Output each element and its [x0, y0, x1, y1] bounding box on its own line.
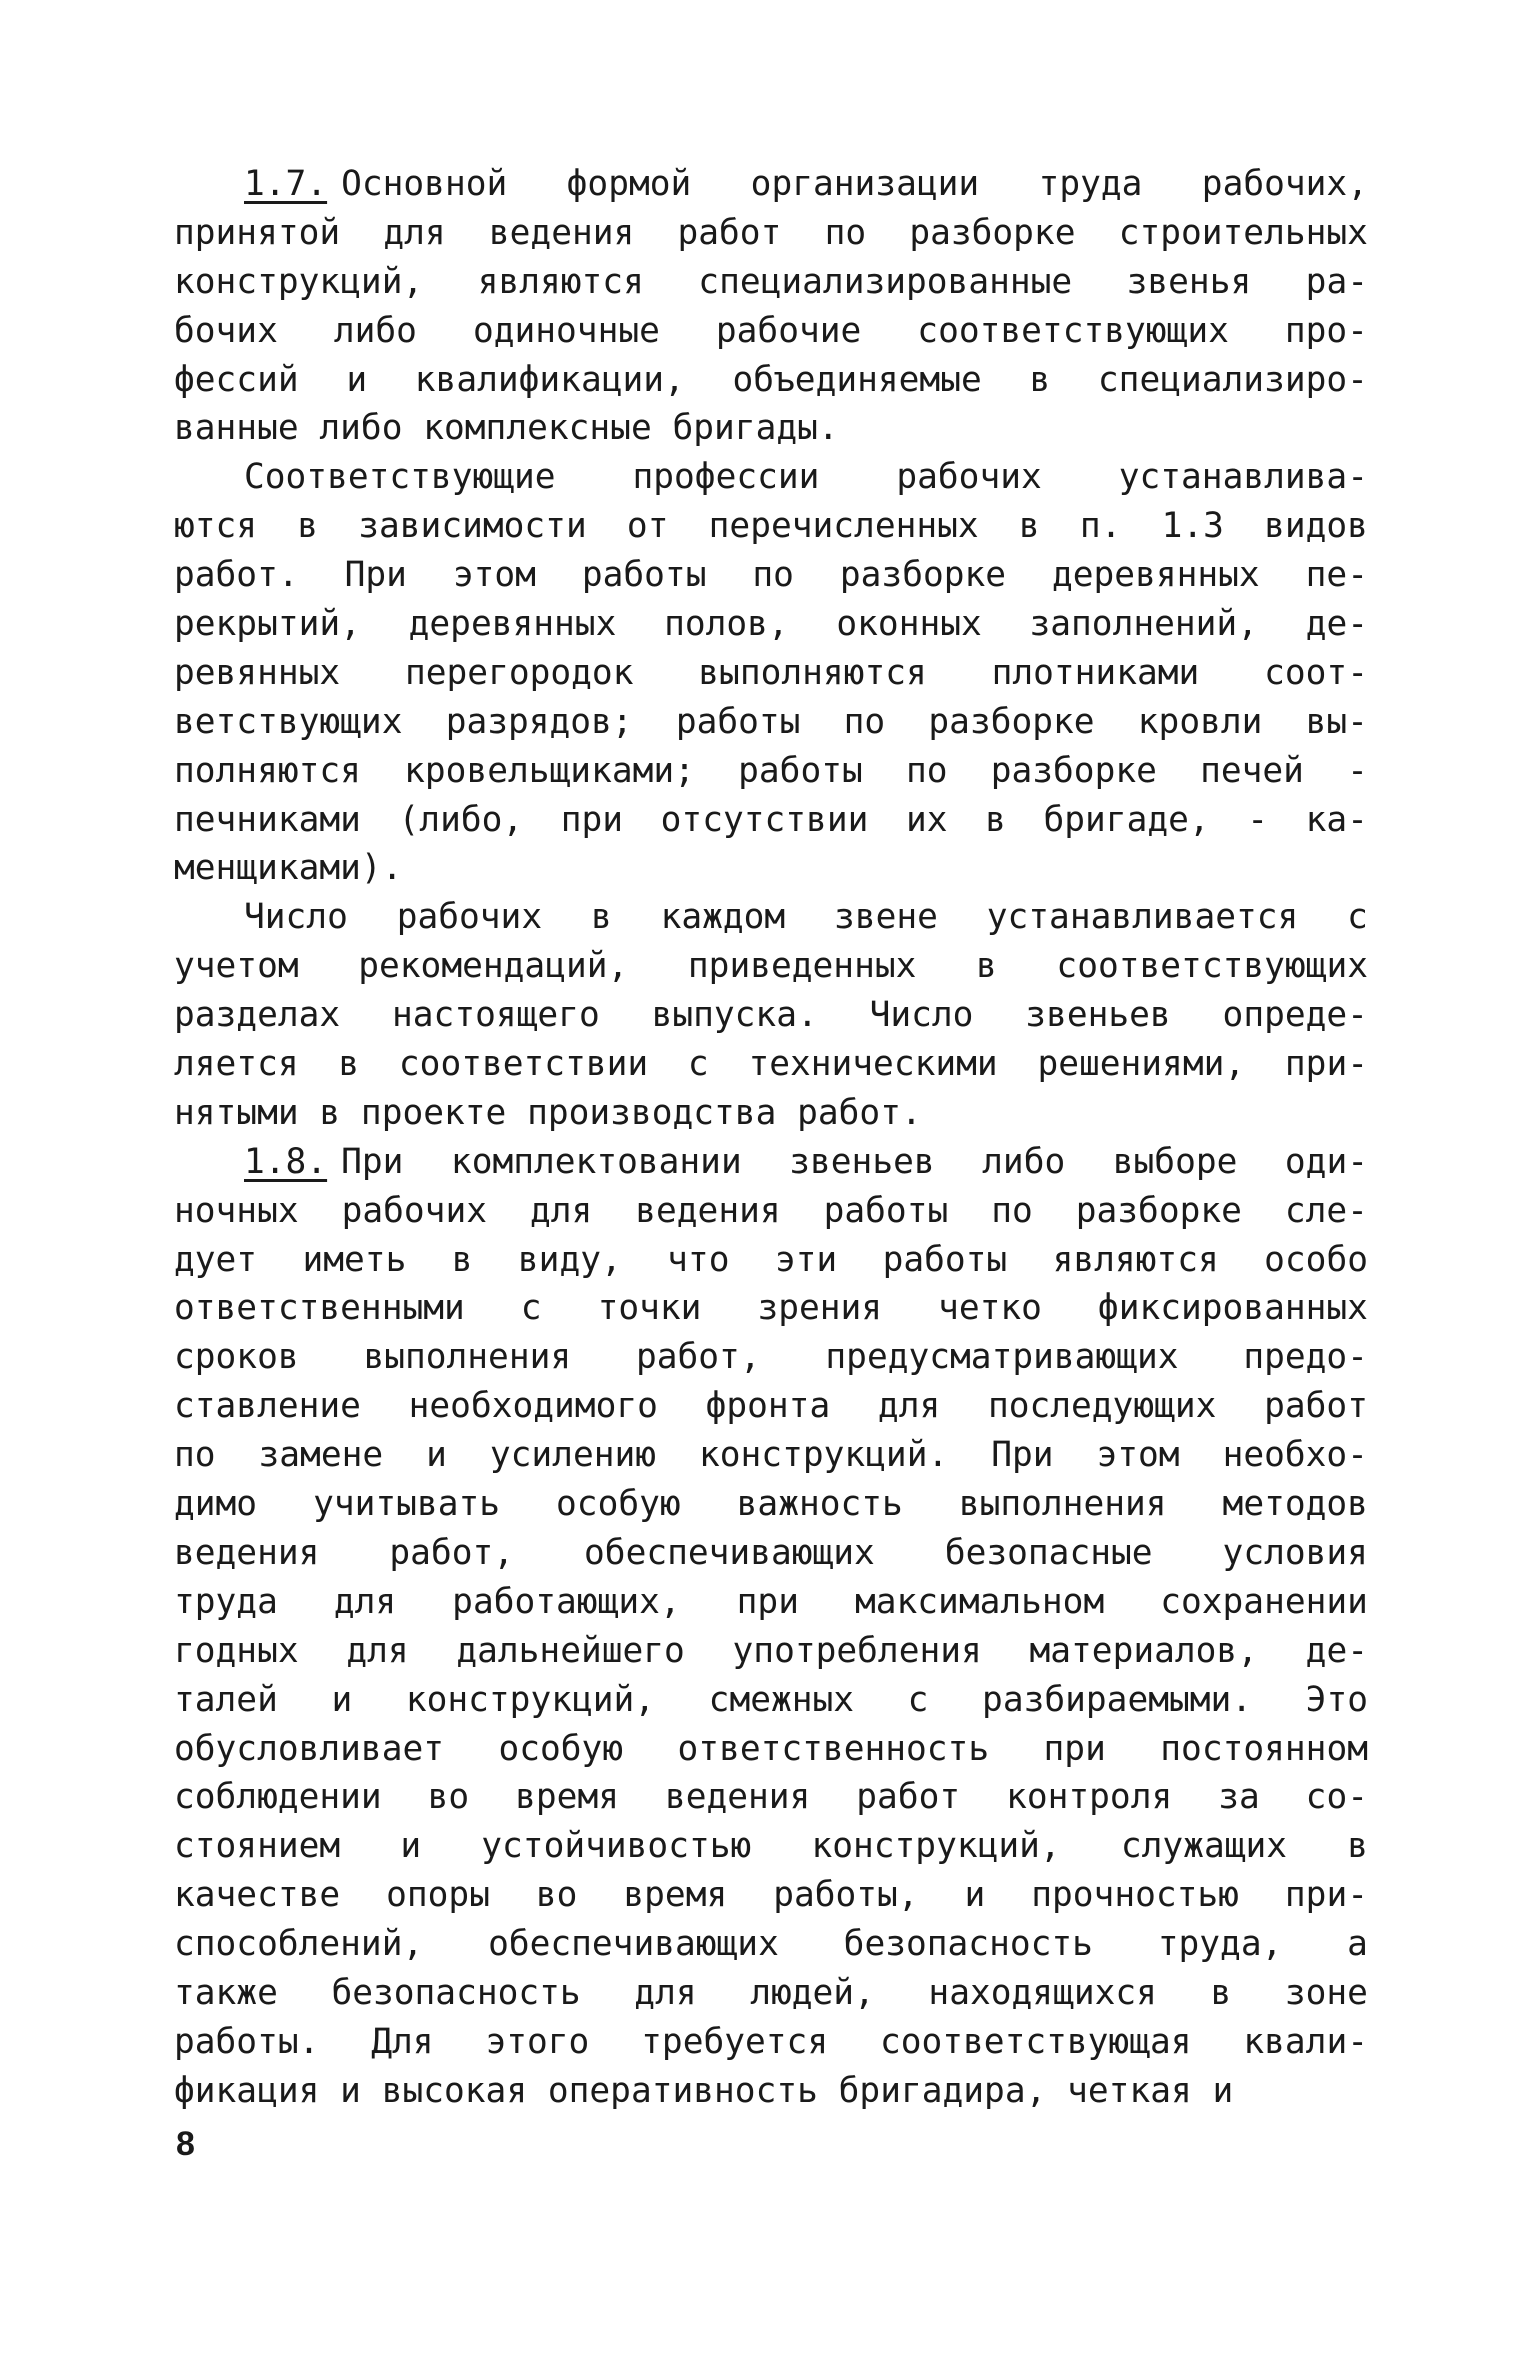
- text-line: [174, 2067, 1368, 2116]
- line-text: Основной формой организации труда рабочих,: [341, 164, 1368, 204]
- word: для: [634, 1972, 697, 2013]
- word: де-: [1305, 1630, 1368, 1671]
- word: работ,: [635, 1337, 761, 1378]
- word: фиксированных: [1097, 1288, 1368, 1329]
- text-line: [174, 649, 1368, 698]
- word: отсутствии: [660, 799, 869, 840]
- word: При: [344, 555, 407, 596]
- word: работы,: [773, 1875, 919, 1916]
- text-line: [174, 600, 1368, 649]
- text-line: [174, 1431, 1368, 1480]
- word: в: [338, 1044, 360, 1085]
- word: стоянием: [174, 1826, 341, 1867]
- word: заполнений,: [1029, 604, 1258, 645]
- word: полов,: [664, 604, 789, 645]
- word: -: [1347, 750, 1368, 791]
- word: работы: [882, 1239, 1008, 1280]
- word: при-: [1284, 1875, 1368, 1916]
- word: необхо-: [1222, 1435, 1368, 1476]
- word: ются: [174, 506, 258, 547]
- word: материалов,: [1029, 1630, 1258, 1671]
- word: профессии: [632, 457, 820, 498]
- word: безопасность: [331, 1972, 581, 2013]
- word: условия: [1222, 1532, 1368, 1573]
- word: полняются: [174, 750, 361, 791]
- word: разборке: [928, 701, 1095, 742]
- word: а: [1347, 1924, 1368, 1965]
- word: во: [535, 1875, 578, 1916]
- word: за: [1218, 1777, 1260, 1818]
- text-line: [174, 1040, 1368, 1089]
- word: по: [843, 701, 886, 742]
- text-line: [174, 1871, 1368, 1920]
- word: опреде-: [1222, 995, 1368, 1036]
- word: фессий: [174, 359, 299, 400]
- word: в: [1018, 506, 1040, 547]
- word: Это: [1305, 1679, 1368, 1720]
- word: при-: [1284, 1044, 1368, 1085]
- word: усилению: [489, 1435, 657, 1476]
- word: особую: [498, 1728, 624, 1769]
- word: разделах: [174, 995, 341, 1036]
- word: бригаде,: [1043, 799, 1210, 840]
- word: рабочих: [341, 1190, 487, 1231]
- word: перегородок: [404, 652, 634, 693]
- text-line: [174, 502, 1368, 551]
- word: деревянных: [1052, 555, 1260, 596]
- word: находящихся: [928, 1972, 1157, 2013]
- word: звеньев: [1025, 995, 1171, 1036]
- word: в: [451, 1239, 473, 1280]
- word: работ: [1264, 1386, 1368, 1427]
- text-line: [174, 453, 1368, 502]
- word: для: [383, 212, 446, 253]
- paragraph-p-1-7: [174, 160, 1368, 453]
- word: работы.: [174, 2021, 320, 2062]
- word: работ: [856, 1777, 961, 1818]
- word: рабочих: [896, 457, 1042, 498]
- word: по: [824, 212, 867, 253]
- text-line: [174, 747, 1368, 796]
- word: по: [174, 1435, 216, 1476]
- word: каждом: [660, 897, 786, 938]
- word: плотниками: [991, 652, 1200, 693]
- word: п.: [1079, 506, 1122, 547]
- word: бочих: [174, 310, 278, 351]
- word: в: [985, 799, 1006, 840]
- word: при: [560, 799, 624, 840]
- paragraph-p-professions: [174, 453, 1368, 893]
- word: учетом: [174, 946, 299, 987]
- word: также: [174, 1972, 278, 2013]
- text-line: [174, 1236, 1368, 1285]
- text-line: [174, 1382, 1368, 1431]
- body-text: [174, 160, 1368, 2116]
- word: обеспечивающих: [488, 1924, 779, 1965]
- word: для: [877, 1386, 941, 1427]
- word: требуется: [641, 2021, 829, 2062]
- word: работы: [823, 1190, 949, 1231]
- word: во: [427, 1777, 470, 1818]
- text-line: [174, 160, 1368, 209]
- page-number: 8: [176, 2125, 195, 2163]
- word: разборке: [909, 212, 1076, 253]
- line-text: ванные либо комплексные бригады.: [174, 408, 839, 449]
- word: зоне: [1284, 1972, 1368, 2013]
- word: что: [667, 1239, 730, 1280]
- word: ведения: [174, 1532, 320, 1573]
- word: специализированные: [698, 261, 1073, 302]
- word: безопасные: [944, 1532, 1153, 1573]
- word: звенья: [1126, 261, 1252, 302]
- text-line: [174, 2018, 1368, 2067]
- word: способлений,: [174, 1924, 424, 1965]
- word: соответствующих: [1056, 946, 1368, 987]
- word: димо: [174, 1484, 258, 1525]
- word: последующих: [987, 1386, 1217, 1427]
- word: работ: [677, 212, 782, 253]
- word: со-: [1305, 1777, 1368, 1818]
- word: замене: [258, 1435, 384, 1476]
- word: устойчивостью: [481, 1826, 752, 1867]
- word: конструкций.: [699, 1435, 949, 1476]
- word: смежных: [708, 1679, 855, 1720]
- word: работы: [581, 555, 707, 596]
- word: опоры: [386, 1875, 490, 1916]
- text-line: [174, 698, 1368, 747]
- word: одиночные: [472, 310, 660, 351]
- word: ляется: [174, 1044, 299, 1085]
- word: с: [1347, 897, 1368, 938]
- word: перечисленных: [708, 506, 979, 547]
- word: устанавливается: [986, 897, 1299, 938]
- word: устанавлива-: [1118, 457, 1368, 498]
- word: -: [1247, 799, 1269, 840]
- word: 1.3: [1161, 506, 1224, 547]
- text-line: [174, 1333, 1368, 1382]
- word: работ.: [174, 555, 299, 596]
- word: в: [1029, 359, 1051, 400]
- text-line: [174, 1089, 1368, 1138]
- word: дальнейшего: [456, 1630, 685, 1671]
- word: важность: [736, 1484, 903, 1525]
- word: печниками: [174, 799, 361, 840]
- word: с: [907, 1679, 929, 1720]
- word: деревянных: [408, 604, 617, 645]
- section-number: 1.8.: [244, 1141, 328, 1182]
- word: оконных: [836, 604, 982, 645]
- word: приведенных: [687, 946, 917, 987]
- word: вы-: [1305, 701, 1368, 742]
- word: при: [736, 1581, 799, 1622]
- word: соблюдении: [174, 1777, 382, 1818]
- text-line: [174, 796, 1368, 845]
- word: выполнения: [958, 1484, 1167, 1525]
- paragraph-p-workers-count: [174, 893, 1368, 1137]
- word: работы: [738, 750, 863, 791]
- section-number: 1.7.: [244, 164, 328, 204]
- text-line: [174, 1480, 1368, 1529]
- text-line: [174, 1578, 1368, 1627]
- word: людей,: [750, 1972, 875, 2013]
- word: специализиро-: [1097, 359, 1368, 400]
- text-line: [174, 1676, 1368, 1725]
- text-line: [174, 1187, 1368, 1236]
- word: строительных: [1118, 212, 1368, 253]
- word: иметь: [302, 1239, 407, 1280]
- text-line: [174, 258, 1368, 307]
- text-line: [174, 404, 1368, 453]
- word: де-: [1305, 604, 1368, 645]
- word: ра-: [1305, 261, 1368, 302]
- word: пе-: [1305, 555, 1368, 596]
- word: рабочих: [396, 897, 543, 938]
- word: При: [991, 1435, 1054, 1476]
- word: зрения: [757, 1288, 883, 1329]
- word: кровли: [1137, 701, 1263, 742]
- word: видов: [1264, 506, 1368, 547]
- word: обусловливает: [174, 1728, 445, 1769]
- word: и: [331, 1679, 353, 1720]
- text-line: [174, 1725, 1368, 1774]
- word: с: [687, 1044, 709, 1085]
- word: при: [1043, 1728, 1106, 1769]
- word: техническими: [748, 1044, 998, 1085]
- word: ведения: [635, 1190, 781, 1231]
- word: особо: [1264, 1239, 1368, 1280]
- word: соответствующих: [917, 310, 1229, 351]
- word: прочностью: [1031, 1875, 1239, 1916]
- text-line: [174, 307, 1368, 356]
- word: ставление: [174, 1386, 361, 1427]
- word: этого: [485, 2021, 590, 2062]
- word: конструкций,: [174, 261, 424, 302]
- word: работы: [675, 701, 801, 742]
- line-text: При комплектовании звеньев либо выборе оди-: [341, 1141, 1368, 1182]
- word: ночных: [174, 1190, 299, 1231]
- word: употребления: [732, 1630, 982, 1671]
- word: являются: [1052, 1239, 1219, 1280]
- text-line: [174, 356, 1368, 405]
- word: объединяемые: [732, 359, 982, 400]
- word: настоящего: [392, 995, 600, 1036]
- word: рабочие: [715, 310, 862, 351]
- text-line: [174, 209, 1368, 258]
- word: про-: [1284, 310, 1368, 351]
- word: необходимого: [408, 1386, 658, 1427]
- line-text: менщиками).: [174, 848, 403, 889]
- word: сроков: [174, 1337, 299, 1378]
- word: фронта: [705, 1386, 831, 1427]
- word: с: [520, 1288, 542, 1329]
- word: разборке: [839, 555, 1007, 596]
- word: и: [964, 1875, 986, 1916]
- word: максимальном: [854, 1581, 1105, 1622]
- word: разрядов;: [445, 701, 633, 742]
- word: выполняются: [698, 652, 927, 693]
- word: выпуска.: [651, 995, 818, 1036]
- line-text: фикация и высокая оперативность бригадира, четкая и: [174, 2070, 1234, 2111]
- word: безопасность: [843, 1924, 1093, 1965]
- word: в: [1210, 1972, 1232, 2013]
- word: являются: [477, 261, 644, 302]
- word: этом: [452, 555, 536, 596]
- word: квалификации,: [414, 359, 685, 400]
- text-line: [174, 1969, 1368, 2018]
- word: конструкций,: [811, 1826, 1061, 1867]
- text-line: [174, 942, 1368, 991]
- word: кровельщиками;: [404, 750, 695, 791]
- word: и: [346, 359, 368, 400]
- word: по: [752, 555, 794, 596]
- word: точки: [597, 1288, 702, 1329]
- word: ответственными: [174, 1288, 465, 1329]
- word: Для: [371, 2021, 434, 2062]
- word: по: [991, 1190, 1033, 1231]
- word: принятой: [174, 212, 341, 253]
- text-line: [174, 844, 1368, 893]
- word: в: [297, 506, 319, 547]
- word: время: [623, 1875, 728, 1916]
- word: Соответствующие: [244, 457, 556, 498]
- word: Число: [869, 995, 974, 1036]
- word: обеспечивающих: [584, 1532, 875, 1573]
- word: решениями,: [1037, 1044, 1246, 1085]
- word: труда: [174, 1581, 278, 1622]
- text-line: [174, 1284, 1368, 1333]
- word: квали-: [1243, 2021, 1368, 2062]
- word: выполнения: [363, 1337, 572, 1378]
- word: для: [333, 1581, 397, 1622]
- text-line: [174, 1627, 1368, 1676]
- word: соответствующая: [879, 2021, 1192, 2062]
- word: время: [515, 1777, 619, 1818]
- word: в: [1347, 1826, 1368, 1867]
- word: и: [426, 1435, 447, 1476]
- word: ответственность: [677, 1728, 990, 1769]
- word: соответствии: [398, 1044, 649, 1085]
- word: рекрытий,: [174, 604, 361, 645]
- word: контроля: [1006, 1777, 1173, 1818]
- word: дует: [174, 1239, 258, 1280]
- word: ведения: [664, 1777, 811, 1818]
- word: годных: [174, 1630, 299, 1671]
- text-line: [174, 893, 1368, 942]
- word: труда,: [1157, 1924, 1283, 1965]
- paragraph-p-1-8: [174, 1138, 1368, 2116]
- text-line: [174, 991, 1368, 1040]
- word: либо: [333, 310, 417, 351]
- word: звене: [834, 897, 938, 938]
- word: зависимости: [358, 506, 587, 547]
- word: от: [626, 506, 669, 547]
- text-line: [174, 551, 1368, 600]
- word: эти: [774, 1239, 838, 1280]
- word: сле-: [1284, 1190, 1368, 1231]
- word: виду,: [517, 1239, 622, 1280]
- word: для: [529, 1190, 593, 1231]
- word: конструкций,: [405, 1679, 656, 1720]
- word: постоянном: [1160, 1728, 1368, 1769]
- word: четко: [938, 1288, 1042, 1329]
- word: в: [976, 946, 997, 987]
- word: учитывать: [313, 1484, 501, 1525]
- word: работ,: [389, 1532, 515, 1573]
- word: Число: [244, 897, 348, 938]
- word: для: [346, 1630, 409, 1671]
- word: ветствующих: [174, 701, 403, 742]
- word: соот-: [1264, 652, 1368, 693]
- word: в: [590, 897, 612, 938]
- word: печей: [1200, 750, 1304, 791]
- text-line: [174, 1138, 1368, 1187]
- word: талей: [174, 1679, 278, 1720]
- word: их: [905, 799, 948, 840]
- word: особую: [556, 1484, 681, 1525]
- word: предо-: [1243, 1337, 1368, 1378]
- word: качестве: [174, 1875, 341, 1916]
- line-text: нятыми в проекте производства работ.: [174, 1092, 922, 1133]
- word: ка-: [1305, 799, 1368, 840]
- word: разбираемыми.: [982, 1679, 1253, 1720]
- word: этом: [1096, 1435, 1180, 1476]
- word: (либо,: [398, 799, 524, 840]
- word: методов: [1222, 1484, 1368, 1525]
- word: по: [905, 750, 948, 791]
- text-line: [174, 1920, 1368, 1969]
- word: сохранении: [1160, 1581, 1368, 1622]
- word: ревянных: [174, 652, 341, 693]
- word: служащих: [1120, 1826, 1288, 1867]
- word: рекомендаций,: [358, 946, 629, 987]
- word: разборке: [990, 750, 1157, 791]
- text-line: [174, 1822, 1368, 1871]
- text-line: [174, 1529, 1368, 1578]
- word: предусматривающих: [825, 1337, 1179, 1378]
- word: разборке: [1075, 1190, 1242, 1231]
- word: ведения: [488, 212, 635, 253]
- word: работающих,: [452, 1581, 681, 1622]
- word: и: [400, 1826, 422, 1867]
- text-line: [174, 1773, 1368, 1822]
